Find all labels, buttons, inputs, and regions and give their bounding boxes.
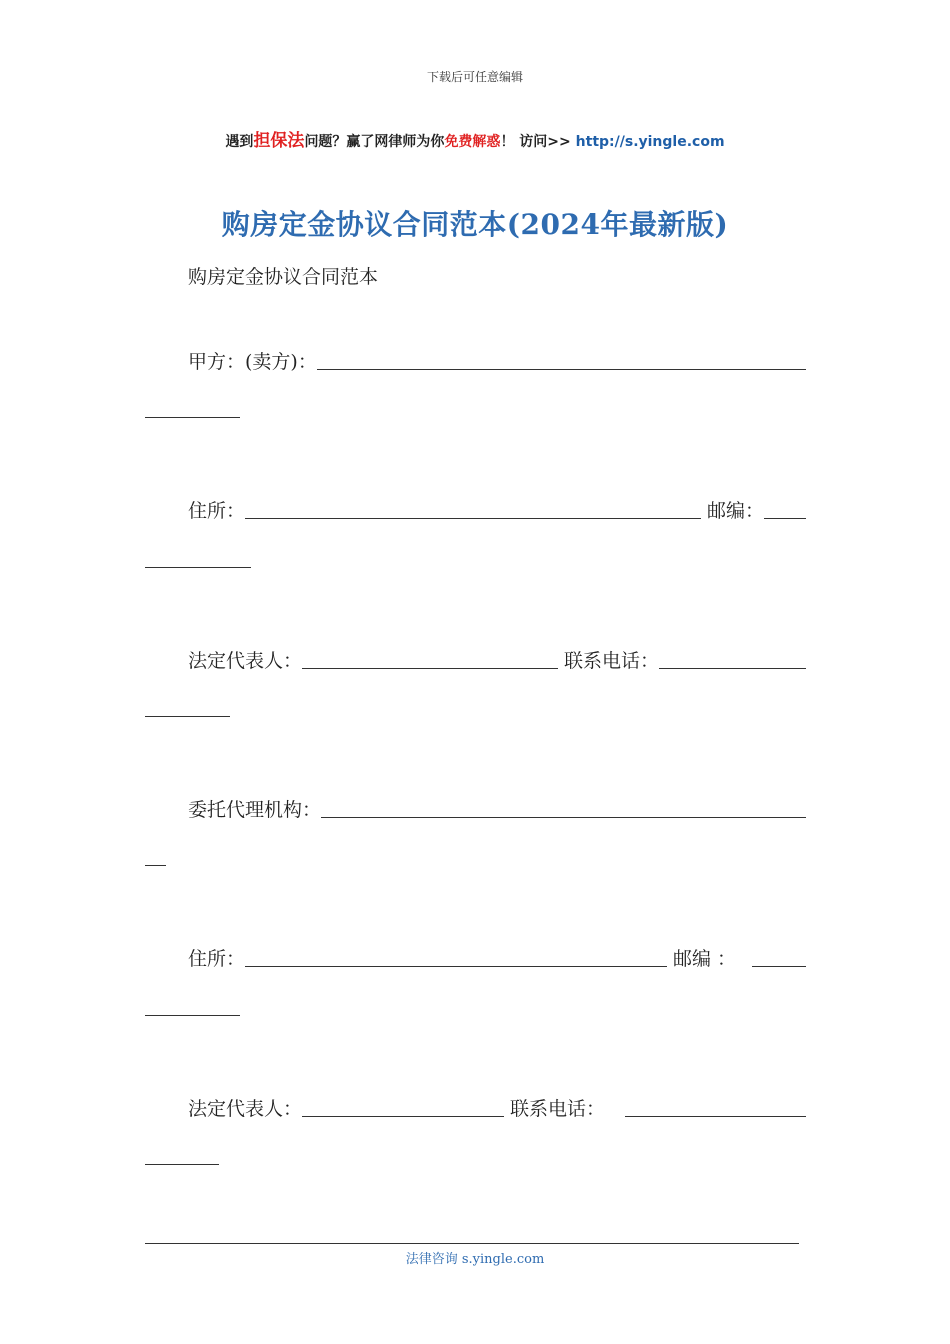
legal-rep-1-blank[interactable] [302, 649, 558, 669]
phone-2-blank[interactable] [625, 1097, 806, 1117]
header-note: 下载后可任意编辑 [426, 70, 523, 84]
promo-suffix: ！ 访问>> [500, 134, 571, 150]
address-1-field [188, 495, 806, 523]
phone-1-label: 联系电话： [564, 650, 660, 672]
phone-2-blank-continued[interactable] [145, 1164, 219, 1165]
postcode-1-label: 邮编： [706, 500, 764, 522]
address-1-label: 住所： [188, 500, 246, 522]
postcode-1-blank[interactable] [764, 499, 806, 519]
promo-highlight: 免费解惑 [444, 134, 501, 150]
party-a-blank-continued[interactable] [145, 417, 240, 418]
postcode-2-blank[interactable] [752, 947, 806, 967]
agent-field [188, 794, 806, 822]
party-a-field [188, 346, 806, 374]
address-2-blank[interactable] [245, 947, 667, 967]
phone-1-blank[interactable] [659, 649, 806, 669]
promo-link[interactable]: http://s.yingle.com [575, 134, 725, 150]
postcode-2-blank-continued[interactable] [145, 1015, 240, 1016]
party-a-label: 甲方：(卖方)： [188, 351, 317, 373]
legal-rep-1-label: 法定代表人： [188, 650, 303, 672]
agent-label: 委托代理机构： [188, 799, 322, 821]
legal-rep-2-blank[interactable] [302, 1097, 504, 1117]
phone-2-label: 联系电话： [510, 1098, 606, 1120]
address-2-field [188, 943, 806, 971]
address-1-blank[interactable] [245, 499, 701, 519]
promo-mid: 问题？赢了网律师为你 [304, 134, 445, 150]
agent-blank[interactable] [321, 798, 806, 818]
address-2-label: 住所： [188, 948, 246, 970]
document-subtitle: 购房定金协议合同范本 [188, 266, 379, 288]
promo-banner [0, 126, 950, 151]
legal-rep-2-field [188, 1093, 806, 1121]
postcode-1-blank-continued[interactable] [145, 567, 251, 568]
promo-topic: 担保法 [253, 131, 305, 151]
agent-blank-continued[interactable] [145, 865, 166, 866]
party-a-blank[interactable] [317, 350, 806, 370]
footer-divider [145, 1243, 799, 1244]
legal-rep-1-field [188, 645, 806, 673]
document-title: 购房定金协议合同范本(2024年最新版) [221, 208, 729, 241]
postcode-2-label: 邮编 ： [672, 948, 736, 970]
legal-rep-2-label: 法定代表人： [188, 1098, 303, 1120]
promo-prefix: 遇到 [225, 134, 254, 150]
phone-1-blank-continued[interactable] [145, 716, 230, 717]
footer-text[interactable]: 法律咨询 s.yingle.com [405, 1252, 545, 1267]
